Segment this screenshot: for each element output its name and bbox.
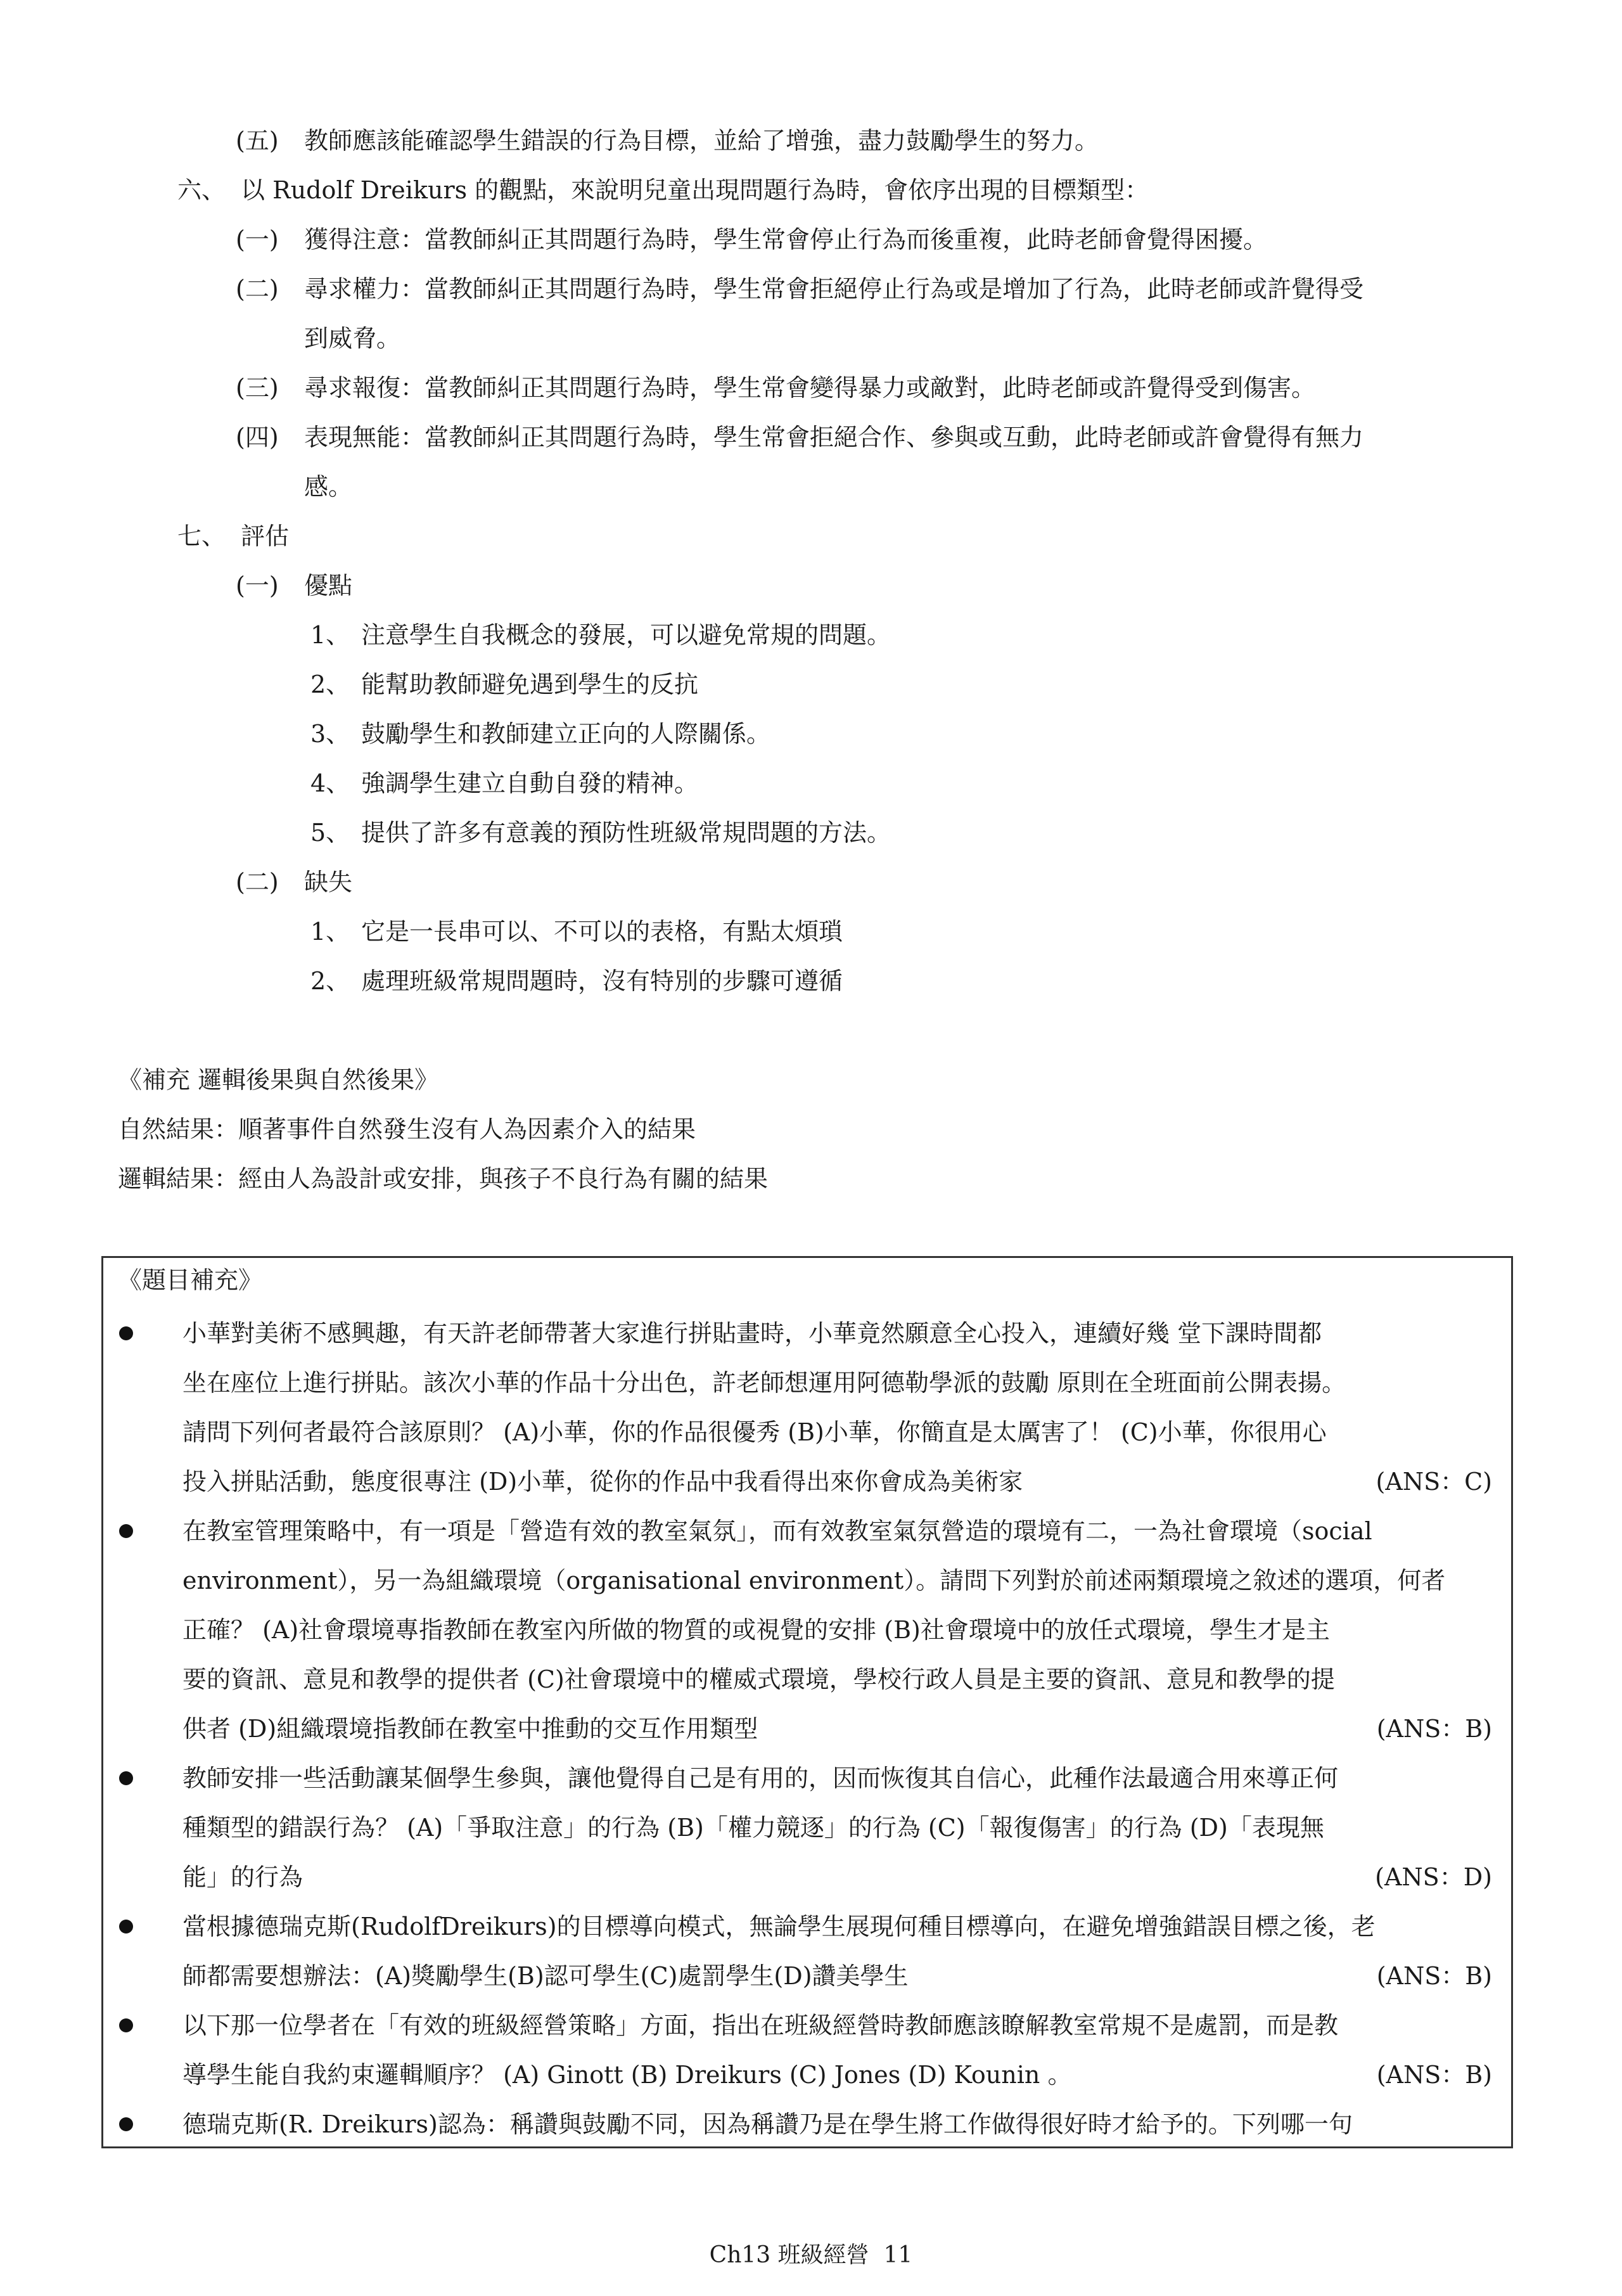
advantage-5: 5、 提供了許多有意義的預防性班級常規問題的方法。 <box>310 819 891 847</box>
q4-line-1: 當根據德瑞克斯(RudolfDreikurs)的目標導向模式，無論學生展現何種目標導向，在避免增強錯誤目標之後，老 <box>182 1913 1376 1940</box>
logical-consequence: 邏輯結果：經由人為設計或安排，與孩子不良行為有關的結果 <box>118 1165 769 1193</box>
sec6-item-1: (一) 獲得注意：當教師糾正其問題行為時，學生常會停止行為而後重複，此時老師會覺得困擾。 <box>236 226 1268 253</box>
q5-line-1: 以下那一位學者在「有效的班級經營策略」方面，指出在班級經營時教師應該瞭解教室常規不是處罰，而是教 <box>182 2011 1339 2039</box>
advantage-3: 3、 鼓勵學生和教師建立正向的人際關係。 <box>310 720 771 748</box>
questions-title: 《題目補充》 <box>118 1266 263 1294</box>
q3-answer: (ANS：D) <box>1375 1863 1492 1891</box>
bullet-icon <box>119 1524 133 1538</box>
q3-line-2: 種類型的錯誤行為？ (A)「爭取注意」的行為 (B)「權力競逐」的行為 (C)「報復傷害」的行為 (D)「表現無 <box>182 1814 1324 1842</box>
advantages-heading: (一) 優點 <box>236 572 353 600</box>
q2-line-2: environment），另一為組織環境（organisational environment）。請問下列對於前述兩類環境之敘述的選項，何者 <box>182 1567 1446 1594</box>
advantage-2: 2、 能幫助教師避免遇到學生的反抗 <box>310 670 699 698</box>
q5-line-2: 導學生能自我約束邏輯順序？ (A) Ginott (B) Dreikurs (C) Jones (D) Kounin 。 <box>182 2061 1072 2089</box>
q1-line-4: 投入拼貼活動，態度很專注 (D)小華，從你的作品中我看得出來你會成為美術家 <box>182 1468 1023 1496</box>
q1-answer: (ANS：C) <box>1376 1468 1492 1496</box>
q2-line-4: 要的資訊、意見和教學的提供者 (C)社會環境中的權威式環境，學校行政人員是主要的資訊、意見和教學的提 <box>182 1665 1335 1693</box>
q4-line-2: 師都需要想辦法：(A)獎勵學生(B)認可學生(C)處罰學生(D)讚美學生 <box>182 1962 909 1990</box>
q3-line-3: 能」的行為 <box>182 1863 303 1891</box>
item-5: (五) 教師應該能確認學生錯誤的行為目標，並給了增強，盡力鼓勵學生的努力。 <box>236 127 1099 155</box>
q6-line-1: 德瑞克斯(R. Dreikurs)認為：稱讚與鼓勵不同，因為稱讚乃是在學生將工作做得很好時才給予的。下列哪一句 <box>182 2110 1353 2138</box>
q1-line-3: 請問下列何者最符合該原則？ (A)小華，你的作品很優秀 (B)小華，你簡直是太厲害了！ (C)小華，你很用心 <box>182 1418 1327 1446</box>
bullet-icon <box>119 1771 133 1785</box>
q2-line-3: 正確？ (A)社會環境專指教師在教室內所做的物質的或視覺的安排 (B)社會環境中的放任式環境，學生才是主 <box>182 1616 1330 1644</box>
disadvantage-1: 1、 它是一長串可以、不可以的表格，有點太煩瑣 <box>310 918 843 946</box>
sec6-item-4-cont: 感。 <box>304 473 353 501</box>
section-6-heading: 六、 以 Rudolf Dreikurs 的觀點，來說明兒童出現問題行為時，會依序出現的目標類型： <box>177 176 1149 204</box>
advantage-4: 4、 強調學生建立自動自發的精神。 <box>310 769 699 797</box>
q2-line-1: 在教室管理策略中，有一項是「營造有效的教室氣氛」，而有效教室氣氛營造的環境有二，一為社會環境（social <box>182 1517 1372 1545</box>
bullet-icon <box>119 1326 133 1340</box>
bullet-icon <box>119 1920 133 1934</box>
sec6-item-3: (三) 尋求報復：當教師糾正其問題行為時，學生常會變得暴力或敵對，此時老師或許覺得受到傷害。 <box>236 374 1316 402</box>
natural-consequence: 自然結果：順著事件自然發生沒有人為因素介入的結果 <box>118 1115 696 1143</box>
chapter-label: Ch13 班級經營 <box>709 2242 869 2268</box>
section-7-heading: 七、 評估 <box>177 522 290 550</box>
sec6-item-2: (二) 尋求權力：當教師糾正其問題行為時，學生常會拒絕停止行為或是增加了行為，此時老師或許覺得受 <box>236 275 1364 303</box>
q4-answer: (ANS：B) <box>1376 1962 1492 1990</box>
q1-line-2: 坐在座位上進行拼貼。該次小華的作品十分出色，許老師想運用阿德勒學派的鼓勵 原則在全班面前公開表揚。 <box>182 1369 1346 1397</box>
disadvantages-heading: (二) 缺失 <box>236 868 353 896</box>
page-number: 11 <box>883 2242 913 2268</box>
q1-line-1: 小華對美術不感興趣，有天許老師帶著大家進行拼貼畫時，小華竟然願意全心投入，連續好幾 堂下課時間都 <box>182 1319 1322 1347</box>
bullet-icon <box>119 2117 133 2131</box>
supplement-title: 《補充 邏輯後果與自然後果》 <box>118 1066 439 1094</box>
q5-answer: (ANS：B) <box>1376 2061 1492 2089</box>
sec6-item-4: (四) 表現無能：當教師糾正其問題行為時，學生常會拒絕合作、參與或互動，此時老師或許會覺得有無力 <box>236 423 1364 451</box>
page-footer <box>0 2237 1622 2269</box>
sec6-item-2-cont: 到威脅。 <box>304 324 401 352</box>
bullet-icon <box>119 2018 133 2032</box>
advantage-1: 1、 注意學生自我概念的發展，可以避免常規的問題。 <box>310 621 891 649</box>
q2-line-5: 供者 (D)組織環境指教師在教室中推動的交互作用類型 <box>182 1715 758 1743</box>
q2-answer: (ANS：B) <box>1376 1715 1492 1743</box>
disadvantage-2: 2、 處理班級常規問題時，沒有特別的步驟可遵循 <box>310 967 843 995</box>
q3-line-1: 教師安排一些活動讓某個學生參與，讓他覺得自己是有用的，因而恢復其自信心，此種作法最適合用來導正何 <box>182 1764 1339 1792</box>
